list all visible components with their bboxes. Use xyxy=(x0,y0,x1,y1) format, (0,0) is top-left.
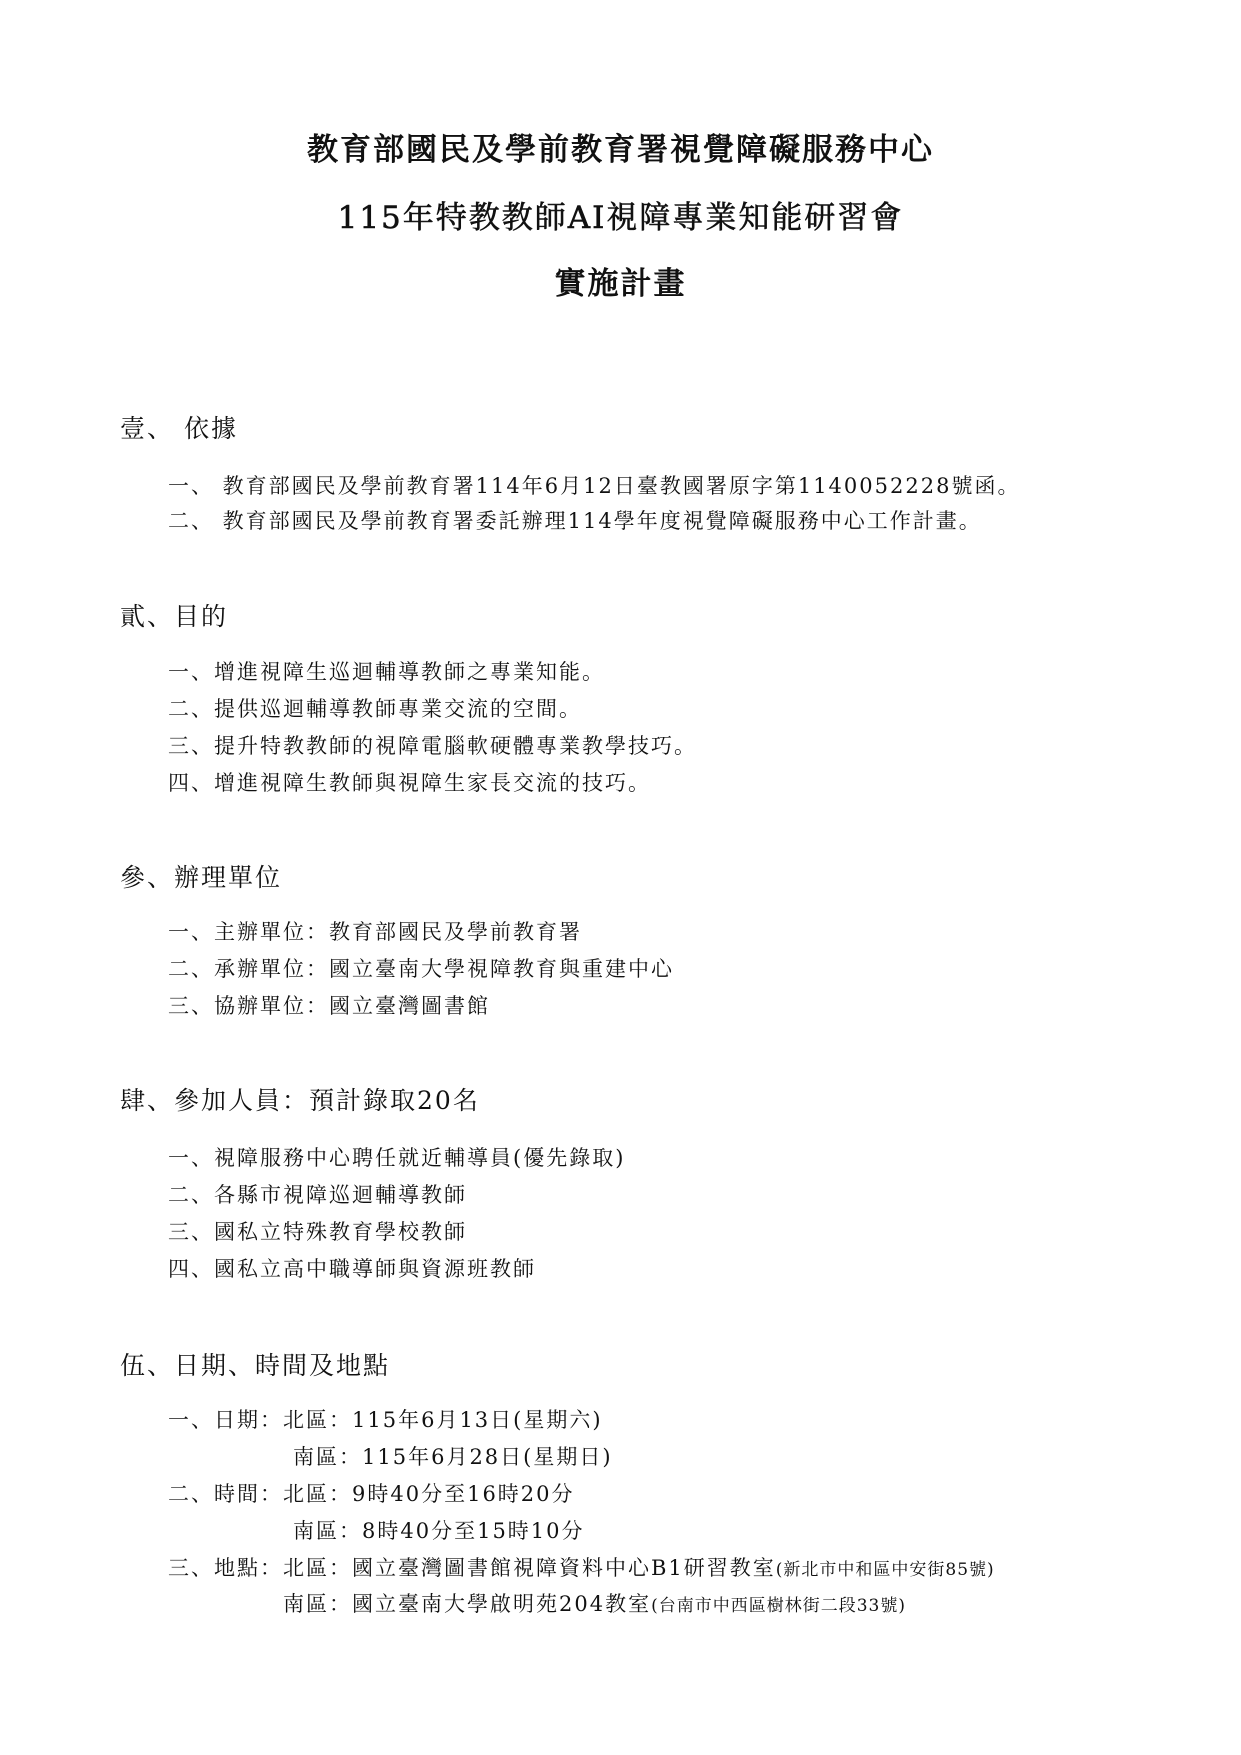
participant-item-3: 三、國私立特殊教育學校教師 xyxy=(168,1220,467,1244)
purpose-item-3: 三、提升特教教師的視障電腦軟硬體專業教學技巧。 xyxy=(168,734,697,758)
participant-item-1: 一、視障服務中心聘任就近輔導員(優先錄取) xyxy=(168,1146,626,1170)
organizer-item-1: 一、主辦單位：教育部國民及學前教育署 xyxy=(168,920,582,944)
schedule-venue-south-name: 南區：國立臺南大學啟明苑204教室 xyxy=(283,1592,652,1616)
schedule-date-north: 一、日期：北區：115年6月13日(星期六) xyxy=(168,1408,603,1432)
section-heading-organizers: 參、辦理單位 xyxy=(120,863,283,892)
purpose-item-2: 二、提供巡迴輔導教師專業交流的空間。 xyxy=(168,697,582,721)
section-heading-purpose: 貳、目的 xyxy=(120,602,229,631)
document-title-event: 115年特教教師AI視障專業知能研習會 xyxy=(337,200,904,236)
section-heading-participants: 肆、參加人員：預計錄取20名 xyxy=(120,1086,480,1115)
schedule-venue-north xyxy=(168,1552,995,1582)
document-title-plan: 實施計畫 xyxy=(554,266,687,302)
section-heading-schedule: 伍、日期、時間及地點 xyxy=(120,1351,391,1380)
participant-item-2: 二、各縣市視障巡迴輔導教師 xyxy=(168,1183,467,1207)
schedule-venue-north-address: (新北市中和區中安街85號) xyxy=(775,1560,995,1580)
purpose-item-1: 一、增進視障生巡迴輔導教師之專業知能。 xyxy=(168,660,605,684)
organizer-item-2: 二、承辦單位：國立臺南大學視障教育與重建中心 xyxy=(168,957,674,981)
schedule-venue-south xyxy=(283,1588,906,1618)
purpose-item-4: 四、增進視障生教師與視障生家長交流的技巧。 xyxy=(168,771,651,795)
basis-item-1: 一、 教育部國民及學前教育署114年6月12日臺教國署原字第1140052228號函。 xyxy=(168,474,1021,498)
document-title-org: 教育部國民及學前教育署視覺障礙服務中心 xyxy=(307,132,934,168)
organizer-item-3: 三、協辦單位：國立臺灣圖書館 xyxy=(168,994,490,1018)
basis-item-2: 二、 教育部國民及學前教育署委託辦理114學年度視覺障礙服務中心工作計畫。 xyxy=(168,509,982,533)
participant-item-4: 四、國私立高中職導師與資源班教師 xyxy=(168,1257,536,1281)
schedule-date-south: 南區：115年6月28日(星期日) xyxy=(293,1445,613,1469)
schedule-venue-south-address: (台南市中西區樹林街二段33號) xyxy=(651,1596,906,1616)
schedule-venue-north-name: 三、地點：北區：國立臺灣圖書館視障資料中心B1研習教室 xyxy=(168,1556,776,1580)
section-heading-basis: 壹、 依據 xyxy=(120,414,238,443)
schedule-time-north: 二、時間：北區：9時40分至16時20分 xyxy=(168,1482,575,1506)
schedule-time-south: 南區：8時40分至15時10分 xyxy=(293,1519,585,1543)
